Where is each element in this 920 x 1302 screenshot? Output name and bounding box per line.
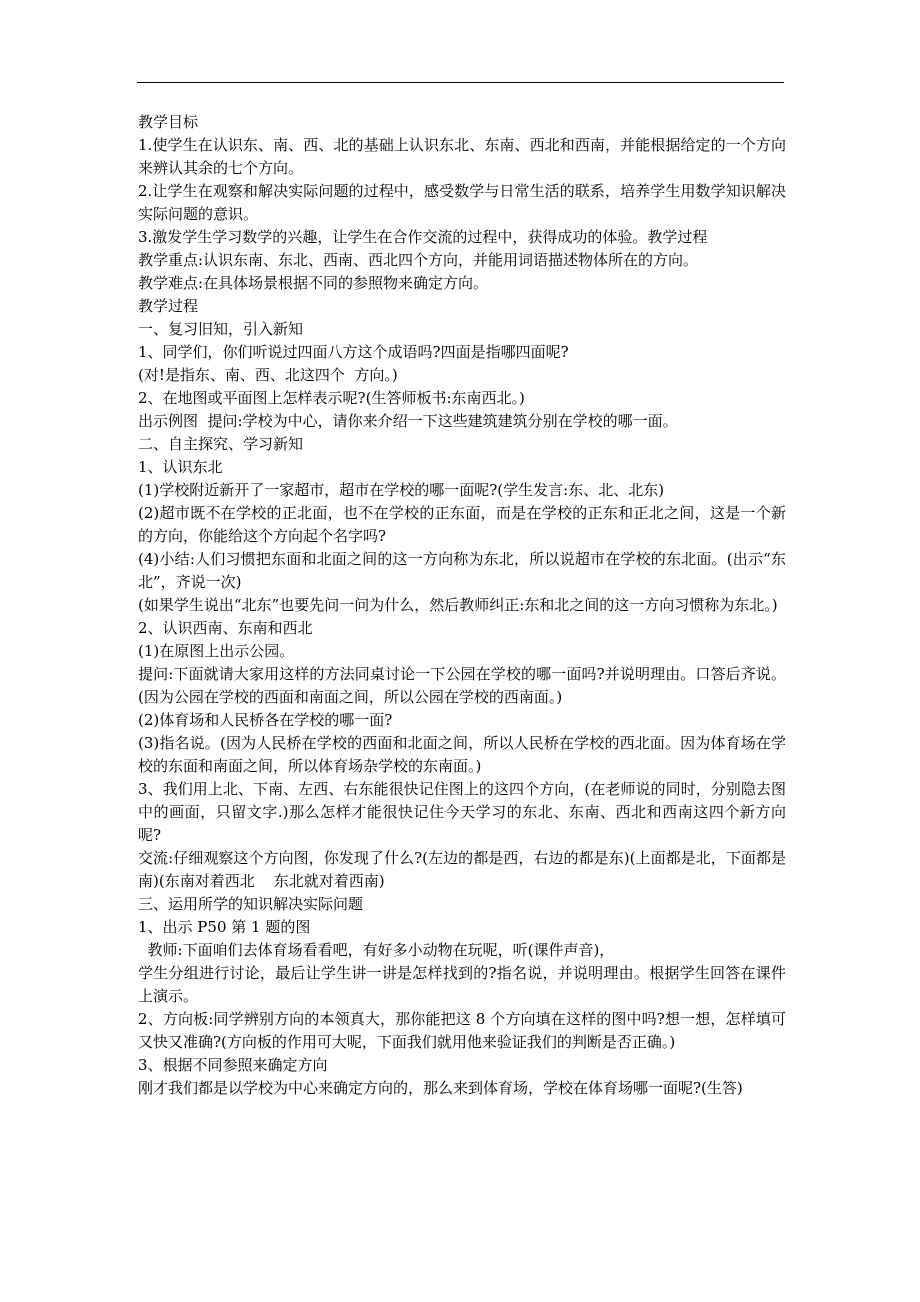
paragraph: (2)体育场和人民桥各在学校的哪一面?: [138, 711, 393, 729]
key-point: 教学重点:认识东南、东北、西南、西北四个方向，并能用词语描述物体所在的方向。: [138, 251, 699, 269]
paragraph: (对!是指东、南、西、北这四个 方向。): [138, 366, 398, 384]
objective-3: 3.激发学生学习数学的兴趣，让学生在合作交流的过程中，获得成功的体验。教学过程: [138, 228, 708, 246]
paragraph: 刚才我们都是以学校为中心来确定方向的，那么来到体育场，学校在体育场哪一面呢?(生答): [138, 1079, 743, 1097]
paragraph: (1)在原图上出示公园。: [138, 642, 295, 660]
paragraph: 2、在地图或平面图上怎样表示呢?(生答师板书:东南西北。): [138, 389, 525, 407]
paragraph: 交流:仔细观察这个方向图，你发现了什么?(左边的都是西，右边的都是东)(上面都是北，下面都是南)(东南对着西北 东北就对着西南): [138, 849, 786, 890]
subsection-heading: 1、出示 P50 第 1 题的图: [138, 918, 311, 936]
paragraph: 3、我们用上北、下南、左西、右东能很快记住图上的这四个方向，(在老师说的同时，分别隐去图中的画面，只留文字.)那么怎样才能很快记住今天学习的东北、东南、西北和西南这四个新方向呢?: [138, 780, 786, 844]
section-heading-process: 教学过程: [138, 297, 199, 315]
subsection-heading: 1、认识东北: [138, 458, 223, 476]
document-body: [138, 111, 786, 1100]
paragraph: 教师:下面咱们去体育场看看吧，有好多小动物在玩呢，听(课件声音)，: [138, 941, 615, 959]
part-3-heading: 三、运用所学的知识解决实际问题: [138, 895, 364, 913]
paragraph: (2)超市既不在学校的正北面，也不在学校的正东面，而是在学校的正东和正北之间，这是一个新的方向，你能给这个方向起个名字吗?: [138, 504, 786, 545]
subsection-heading: 3、根据不同参照来确定方向: [138, 1056, 328, 1074]
paragraph: 2、方向板:同学辨别方向的本领真大，那你能把这 8 个方向填在这样的图中吗?想一想，怎样填可又快又准确?(方向板的作用可大呢，下面我们就用他来验证我们的判断是否正确。): [138, 1010, 786, 1051]
paragraph: 1、同学们，你们听说过四面八方这个成语吗?四面是指哪四面呢?: [138, 343, 569, 361]
paragraph: (3)指名说。(因为人民桥在学校的西面和北面之间，所以人民桥在学校的西北面。因为体育场在学校的东面和南面之间，所以体育场杂学校的东南面。): [138, 734, 786, 775]
difficult-point: 教学难点:在具体场景根据不同的参照物来确定方向。: [138, 274, 489, 292]
objective-2: 2.让学生在观察和解决实际问题的过程中，感受数学与日常生活的联系，培养学生用数学知识解决实际问题的意识。: [138, 182, 786, 223]
paragraph: 学生分组进行讨论，最后让学生讲一讲是怎样找到的?指名说，并说明理由。根据学生回答在课件上演示。: [138, 964, 786, 1005]
subsection-heading: 2、认识西南、东南和西北: [138, 619, 313, 637]
paragraph: 提问:下面就请大家用这样的方法同桌讨论一下公园在学校的哪一面吗?并说明理由。口答后齐说。(因为公园在学校的西面和南面之间，所以公园在学校的西南面。): [138, 665, 786, 706]
paragraph: (4)小结:人们习惯把东面和北面之间的这一方向称为东北，所以说超市在学校的东北面。(出示“东北”，齐说一次): [138, 550, 786, 591]
section-heading-objectives: 教学目标: [138, 113, 199, 131]
part-2-heading: 二、自主探究、学习新知: [138, 435, 304, 453]
paragraph: (1)学校附近新开了一家超市，超市在学校的哪一面呢?(学生发言:东、北、北东): [138, 481, 665, 499]
part-1-heading: 一、复习旧知，引入新知: [138, 320, 304, 338]
objective-1: 1.使学生在认识东、南、西、北的基础上认识东北、东南、西北和西南，并能根据给定的一个方向来辨认其余的七个方向。: [138, 136, 786, 177]
header-rule: [137, 82, 784, 83]
paragraph: 出示例图 提问:学校为中心，请你来介绍一下这些建筑建筑分别在学校的哪一面。: [138, 412, 678, 430]
paragraph: (如果学生说出“北东”也要先问一问为什么，然后教师纠正:东和北之间的这一方向习惯称为东北。): [138, 596, 778, 614]
